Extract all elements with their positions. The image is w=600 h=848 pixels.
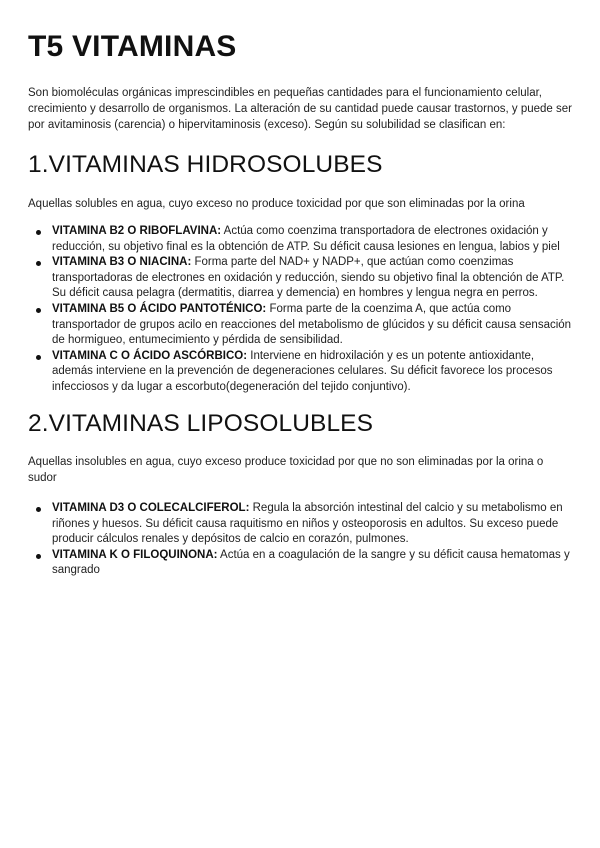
list-item-vitamina-d3	[28, 501, 576, 548]
vitamin-description: Regula la absorción intestinal del calcio y su metabolismo en riñones y huesos. Su déficit causa raquitismo en niños y osteoporosis en adultos. Su exceso puede producir cálculos renales y depósitos de calcio en corazón, pulmones.	[52, 502, 563, 546]
intro-paragraph: Son biomoléculas orgánicas imprescindibles en pequeñas cantidades para el funcionamiento celular, crecimiento y desarrollo de organismos. La alteración de su cantidad puede causar trastornos, y puede ser por avitaminosis (carencia) o hipervitaminosis (exceso). Según su solubilidad se clasifican en:	[28, 87, 572, 131]
section-description-liposolubles: Aquellas insolubles en agua, cuyo exceso produce toxicidad por que no son eliminadas por la orina o sudor	[28, 456, 544, 484]
vitamin-description: Actúa en a coagulación de la sangre y su déficit causa hematomas y sangrado	[52, 548, 570, 577]
vitamin-description: Interviene en hidroxilación y es un potente antioxidante, además interviene en la prevención de degeneraciones celulares. Su déficit favorece los procesos infecciosos y da lugar a escorbuto(degeneración del tejido conjuntivo).	[52, 349, 553, 393]
vitamin-name: VITAMINA K O FILOQUINONA:	[52, 548, 218, 561]
bullet-icon	[36, 507, 41, 512]
section-description-hidrosolubles: Aquellas solubles en agua, cuyo exceso no produce toxicidad por que son eliminadas por la orina	[28, 198, 525, 210]
list-item-vitamina-b3	[28, 255, 576, 302]
vitamin-name: VITAMINA B3 O NIACINA:	[52, 256, 192, 269]
section-title-hidrosolubles: 1.VITAMINAS HIDROSOLUBES	[28, 151, 383, 178]
section-title-liposolubles: 2.VITAMINAS LIPOSOLUBLES	[28, 410, 374, 437]
list-item-vitamina-b5	[28, 302, 576, 349]
vitamin-name: VITAMINA D3 O COLECALCIFEROL:	[52, 502, 250, 514]
bullet-icon	[36, 355, 41, 360]
vitamin-description: Forma parte del NAD+ y NADP+, que actúan como coenzimas transportadoras de electrones en oxidación y reducción, siendo su objetivo final la obtención de ATP. Su déficit causa pelagra (dermatitis, diarrea y demencia) en hombres y lengua negra en perros.	[52, 256, 565, 300]
list-item-vitamina-b2	[28, 224, 576, 255]
vitamin-list-hidrosolubles	[28, 224, 576, 396]
bullet-icon	[36, 230, 41, 235]
vitamin-name: VITAMINA B2 O RIBOFLAVINA:	[52, 225, 222, 237]
page-title: T5 VITAMINAS	[28, 30, 237, 63]
list-item-vitamina-k	[28, 548, 576, 579]
vitamin-list-liposolubles	[28, 501, 576, 579]
bullet-icon	[36, 308, 41, 313]
bullet-icon	[36, 261, 41, 266]
vitamin-description: Forma parte de la coenzima A, que actúa como transportador de grupos acilo en reacciones del metabolismo de glúcidos y su déficit causa sensación de hormigueo, entumecimiento y pérdida de sensibilidad.	[52, 302, 572, 347]
bullet-icon	[36, 554, 41, 559]
vitamin-description: Actúa como coenzima transportadora de electrones oxidación y reducción, su objetivo final es la obtención de ATP. Su déficit causa lesiones en lengua, labios y piel	[52, 225, 560, 253]
vitamin-name: VITAMINA B5 O ÁCIDO PANTOTÉNICO:	[52, 302, 267, 315]
list-item-vitamina-c	[28, 349, 576, 396]
vitamin-name: VITAMINA C O ÁCIDO ASCÓRBICO:	[52, 349, 248, 362]
